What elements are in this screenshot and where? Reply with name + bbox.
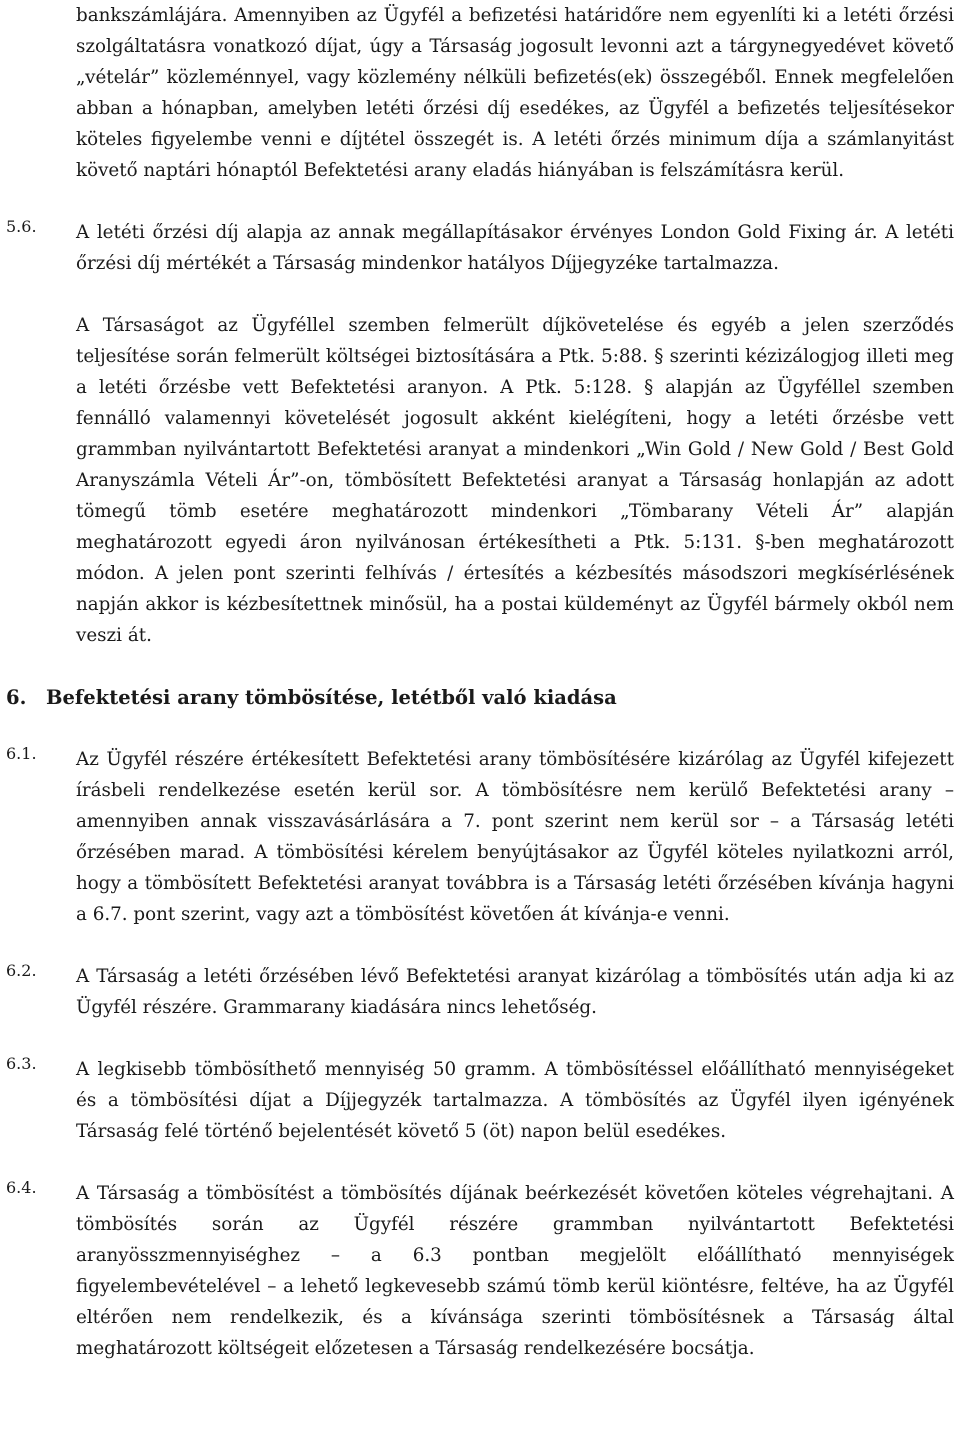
spacer: [6, 651, 954, 682]
section-5-6-paragraph-2: A Társaságot az Ügyféllel szemben felmerült díjkövetelése és egyéb a jelen szerződés teljesítése során felmerült költségei biztosítására a Ptk. 5:88. § szerinti kézizálogjog illeti meg a letéti őrzésbe vett Befektetési aranyon. A Ptk. 5:128. § alapján az Ügyféllel szemben fennálló valamennyi követelését jogosult akként kielégíteni, hogy a letéti őrzésbe vett grammban nyilvántartott Befektetési aranyat a mindenkori „Win Gold / New Gold / Best Gold Aranyszámla Vételi Ár”-on, tömbösített Befektetési aranyat a Társaság honlapján az adott tömegű tömb esetére meghatározott mindenkori „Tömbarany Vételi Ár” alapján meghatározott egyedi áron nyilvánosan értékesítheti a Ptk. 5:131. §-ben meghatározott módon. A jelen pont szerinti felhívás / értesítés a kézbesítés másodszori megkísérlésének napján akkor is kézbesítettnek minősül, ha a postai küldeményt az Ügyfél bármely okból nem veszi át.: [76, 315, 954, 646]
section-number: 6.1.: [6, 744, 37, 763]
spacer: [6, 186, 954, 217]
section-6-4: [6, 1178, 954, 1364]
section-text: Az Ügyfél részére értékesített Befektetési arany tömbösítésére kizárólag az Ügyfél kifejezett írásbeli rendelkezése esetén kerül sor. A tömbösítésre nem kerülő Befektetési arany – amennyiben annak visszavásárlására a 7. pont szerint nem kerül sor – a Társaság letéti őrzésében marad. A tömbösítési kérelem benyújtásakor az Ügyfél köteles nyilatkozni arról, hogy a tömbösített Befektetési aranyat továbbra is a Társaság letéti őrzésében kívánja hagyni a 6.7. pont szerint, vagy azt a tömbösítést követően át kívánja-e venni.: [76, 749, 954, 925]
section-6-3: [6, 1054, 954, 1147]
section-5-6: [6, 217, 954, 279]
section-6-heading: [6, 682, 954, 713]
spacer: [6, 713, 954, 744]
spacer: [6, 279, 954, 310]
section-number: 6.2.: [6, 961, 37, 980]
spacer: [6, 1147, 954, 1178]
section-6-2: [6, 961, 954, 1023]
section-number: 5.6.: [6, 217, 37, 236]
section-6-1: [6, 744, 954, 930]
section-number: 6.4.: [6, 1178, 37, 1197]
section-text: A Társaság a tömbösítést a tömbösítés díjának beérkezését követően köteles végrehajtani. A tömbösítés során az Ügyfél részére grammban nyilvántartott Befektetési aranyösszmennyiséghez – a 6.3 pontban megjelölt előállítható mennyiségek figyelembevételével – a lehető legkevesebb számú tömb kerül kiöntésre, feltéve, ha az Ügyfél eltérően nem rendelkezik, és a kívánsága szerinti tömbösítésnek a Társaság által meghatározott költségeit előzetesen a Társaság rendelkezésére bocsátja.: [76, 1183, 954, 1359]
spacer: [6, 1023, 954, 1054]
section-text: A letéti őrzési díj alapja az annak megállapításakor érvényes London Gold Fixing ár. A letéti őrzési díj mértékét a Társaság mindenkor hatályos Díjjegyzéke tartalmazza.: [76, 222, 954, 274]
section-text: A legkisebb tömbösíthető mennyiség 50 gramm. A tömbösítéssel előállítható mennyiségeket és a tömbösítési díjat a Díjjegyzék tartalmazza. A tömbösítés az Ügyfél ilyen igényének Társaság felé történő bejelentését követő 5 (öt) napon belül esedékes.: [76, 1059, 954, 1142]
intro-paragraph: bankszámlájára. Amennyiben az Ügyfél a befizetési határidőre nem egyenlíti ki a letéti őrzési szolgáltatásra vonatkozó díjat, úgy a Társaság jogosult levonni azt a tárgynegyedévet követő „vételár” közleménnyel, vagy közlemény nélküli befizetés(ek) összegéből. Ennek megfelelően abban a hónapban, amelyben letéti őrzési díj esedékes, az Ügyfél a befizetés teljesítésekor köteles figyelembe venni e díjtétel összegét is. A letéti őrzés minimum díja a számlanyitást követő naptári hónaptól Befektetési arany eladás hiányában is felszámításra kerül.: [76, 5, 954, 181]
heading-title: Befektetési arany tömbösítése, letétből való kiadása: [46, 686, 617, 709]
section-number: 6.3.: [6, 1054, 37, 1073]
section-text: A Társaság a letéti őrzésében lévő Befektetési aranyat kizárólag a tömbösítés után adja ki az Ügyfél részére. Grammarany kiadására nincs lehetőség.: [76, 966, 954, 1018]
heading-number: 6.: [6, 686, 27, 709]
spacer: [6, 930, 954, 961]
